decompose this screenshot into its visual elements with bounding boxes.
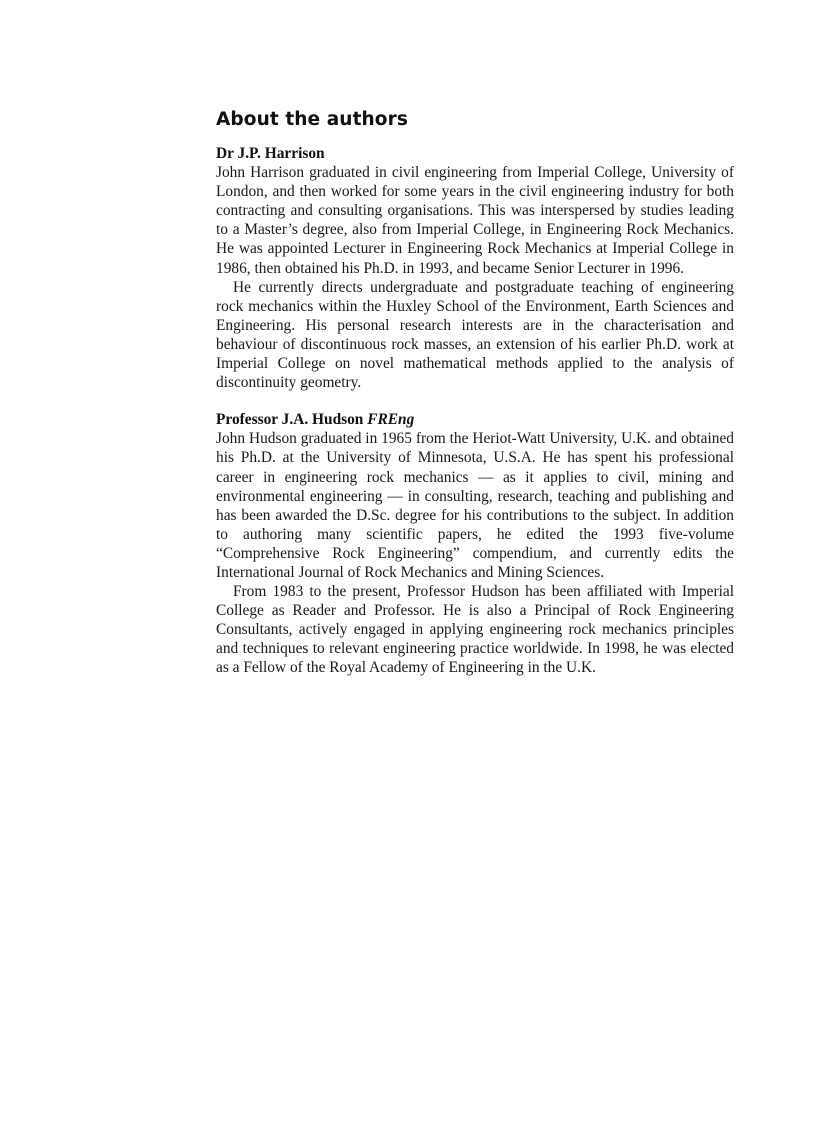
author-block-harrison bbox=[216, 144, 734, 392]
author-bio-paragraph: John Hudson graduated in 1965 from the Heriot-Watt University, U.K. and obtained his Ph.D. at the University of Minnesota, U.S.A. He has spent his professional career in engineering rock mechanics — as it applies to civil, mining and environmental engineering — in consulting, research, teaching and publishing and has been awarded the D.Sc. degree for his contributions to the subject. In addition to authoring many scientific papers, he edited the 1993 five-volume “Comprehensive Rock Engineering” compendium, and currently edits the International Journal of Rock Mechanics and Mining Sciences. bbox=[216, 430, 734, 581]
author-honor: FREng bbox=[367, 411, 415, 429]
author-bio-paragraph: From 1983 to the present, Professor Hudson has been affiliated with Imperial College as Reader and Professor. He is also a Principal of Rock Engineering Consultants, actively engaged in applying engineering rock mechanics principles and techniques to relevant engineering practice worldwide. In 1998, he was elected as a Fellow of the Royal Academy of Engineering in the U.K. bbox=[216, 583, 734, 677]
author-block-hudson bbox=[216, 410, 734, 677]
author-name bbox=[216, 144, 734, 163]
author-bio-paragraph: John Harrison graduated in civil engineering from Imperial College, University of London, and then worked for some years in the civil engineering industry for both contracting and consulting organisations. This was interspersed by studies leading to a Master’s degree, also from Imperial College, in Engineering Rock Mechanics. He was appointed Lecturer in Engineering Rock Mechanics at Imperial College in 1986, then obtained his Ph.D. in 1993, and became Senior Lecturer in 1996. bbox=[216, 164, 734, 277]
page-content bbox=[216, 108, 734, 678]
author-bio-paragraph: He currently directs undergraduate and postgraduate teaching of engineering rock mechanics within the Huxley School of the Environment, Earth Sciences and Engineering. His personal research interests are in the characterisation and behaviour of discontinuous rock masses, an extension of his earlier Ph.D. work at Imperial College on novel mathematical methods applied to the analysis of discontinuity geometry. bbox=[216, 278, 734, 392]
author-name-text: Professor J.A. Hudson bbox=[216, 411, 364, 429]
section-heading: About the authors bbox=[216, 109, 408, 130]
author-name-text: Dr J.P. Harrison bbox=[216, 145, 325, 162]
author-name bbox=[216, 410, 734, 429]
